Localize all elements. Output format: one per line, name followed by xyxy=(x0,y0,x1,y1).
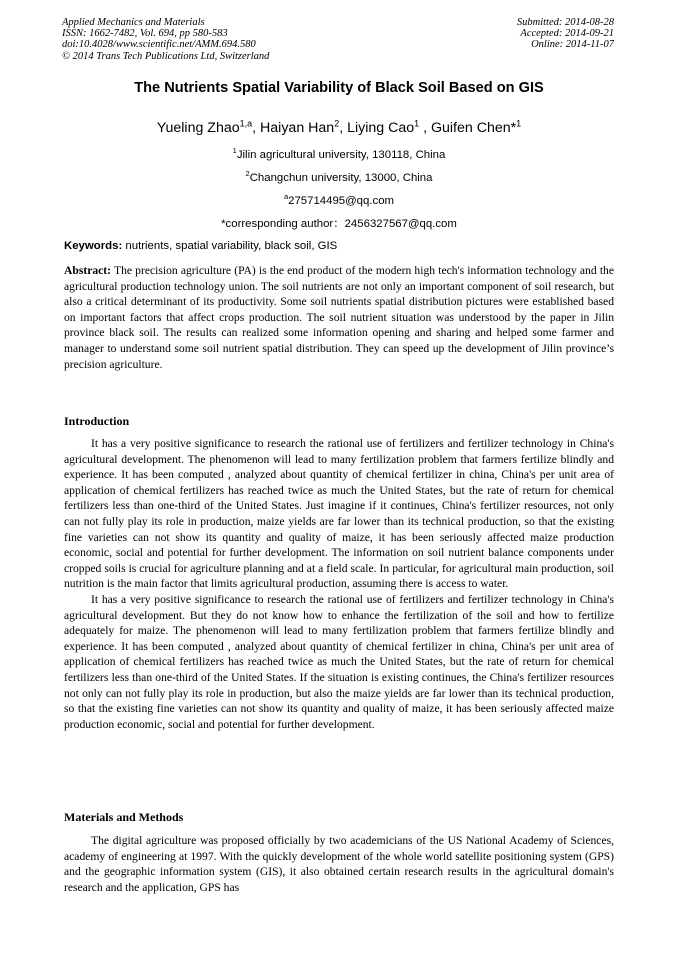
corresponding-author: *corresponding author：2456327567@qq.com xyxy=(221,218,457,230)
abstract xyxy=(64,263,614,372)
online-date: Online: 2014-11-07 xyxy=(531,39,614,51)
section-heading-introduction: Introduction xyxy=(64,414,130,428)
section-heading-materials: Materials and Methods xyxy=(64,810,184,824)
introduction-body xyxy=(64,436,614,732)
issn: ISSN: 1662-7482, Vol. 694, pp 580-583 xyxy=(62,28,228,40)
affiliation: $^2$Changchun university, 13000, China xyxy=(245,169,433,184)
author-email: $^a$275714495@qq.com xyxy=(283,192,395,207)
materials-body xyxy=(64,833,614,895)
journal-name: Applied Mechanics and Materials xyxy=(62,17,205,28)
dates-header xyxy=(517,17,614,51)
paragraph: It has a very positive significance to research the rational use of fertilizers and fertilizer technology in China's agricultural development. But they do not know how to enhance the fertilization of the soil and how to fertilize adequately for maize. The phenomenon will lead to many fertilization problem that farmers fertilize blindly and experience. It has been computed , analyzed about quantity of chemical fertilizer in china, China's per unit area of application of chemical fertilizers has reached twice as much the United States, but the rate of return for chemical fertilizers less than one-third of the United States. If the situation is existing continues, the China's fertilizer resources not only can not fully play its role in production, but also the maize yields are far lower than its technical production, so that the existing fine varieties can not show its quantity and quality of maize, it has been seriously affected maize production economic, social and potential for further development. xyxy=(64,592,614,731)
keywords xyxy=(64,240,616,252)
abstract-text: The precision agriculture (PA) is the end product of the modern high tech's information technology and the agricultural production technology union. The soil nutrients are not only an important component of soil research, but also a critical determinant of its productivity. Some soil nutrients spatial distribution pictures were established based on important factors that affect crops production. The soil nutrient situation was understood by the paper in Jilin province black soil. The results can realized some information opening and sharing and helped some farmer and manager to understand some soil nutrient spatial distribution. They can speed up the development of Jilin province’s precision agriculture. xyxy=(64,264,614,371)
submitted-date: Submitted: 2014-08-28 xyxy=(516,17,614,28)
keywords-label: Keywords: xyxy=(64,240,123,252)
paragraph: The digital agriculture was proposed officially by two academicians of the US National Academy of Sciences, academy of engineering at 1997. With the quickly development of the whole world satellite positioning system (GPS) and the geographic information system (GIS), it also obtained certain research results in the agricultural domain's research and the application, GPS has xyxy=(64,834,614,894)
accepted-date: Accepted: 2014-09-21 xyxy=(520,28,614,40)
journal-header xyxy=(62,17,269,62)
author: Guifen Chen*$^1$ xyxy=(430,118,522,136)
affiliation: $^1$Jilin agricultural university, 130118, China xyxy=(232,146,446,161)
author: Haiyan Han$^2$, xyxy=(260,118,348,136)
copyright: © 2014 Trans Tech Publications Ltd, Switzerland xyxy=(62,50,270,62)
author: Liying Cao$^1$ , xyxy=(347,118,431,136)
paper-title: The Nutrients Spatial Variability of Black Soil Based on GIS xyxy=(134,80,544,96)
doi: doi:10.4028/www.scientific.net/AMM.694.580 xyxy=(62,39,256,51)
author: Yueling Zhao$^{1,a}$, xyxy=(156,118,261,136)
paragraph: It has a very positive significance to research the rational use of fertilizers and fertilizer technology in China's agricultural development. The phenomenon will lead to many fertilization problem that farmers fertilize blindly and experience. It has been computed , analyzed about quantity of chemical fertilizer in china, China's per unit area of application of chemical fertilizers has reached twice as much the United States, but the rate of return for chemical fertilizers less than one-third of the United States. Just imagine if it continues, China's fertilizer resources, not only can not fully play its role in production, maize yields are far lower than its technical production, so that the existing fine varieties can not show its quantity and quality of maize, it has been seriously affected maize production economic, social and potential for further development. The information on soil nutrient balance components under cropped soils is crucial for agriculture planning and at a field scale. In particular, for agricultural main production, soil nutrition is the main factor that limits agricultural production, assuming there is access to water. xyxy=(64,437,614,591)
author-list xyxy=(0,118,678,136)
keywords-text: nutrients, spatial variability, black soil, GIS xyxy=(122,240,338,252)
abstract-label: Abstract: xyxy=(64,264,112,277)
